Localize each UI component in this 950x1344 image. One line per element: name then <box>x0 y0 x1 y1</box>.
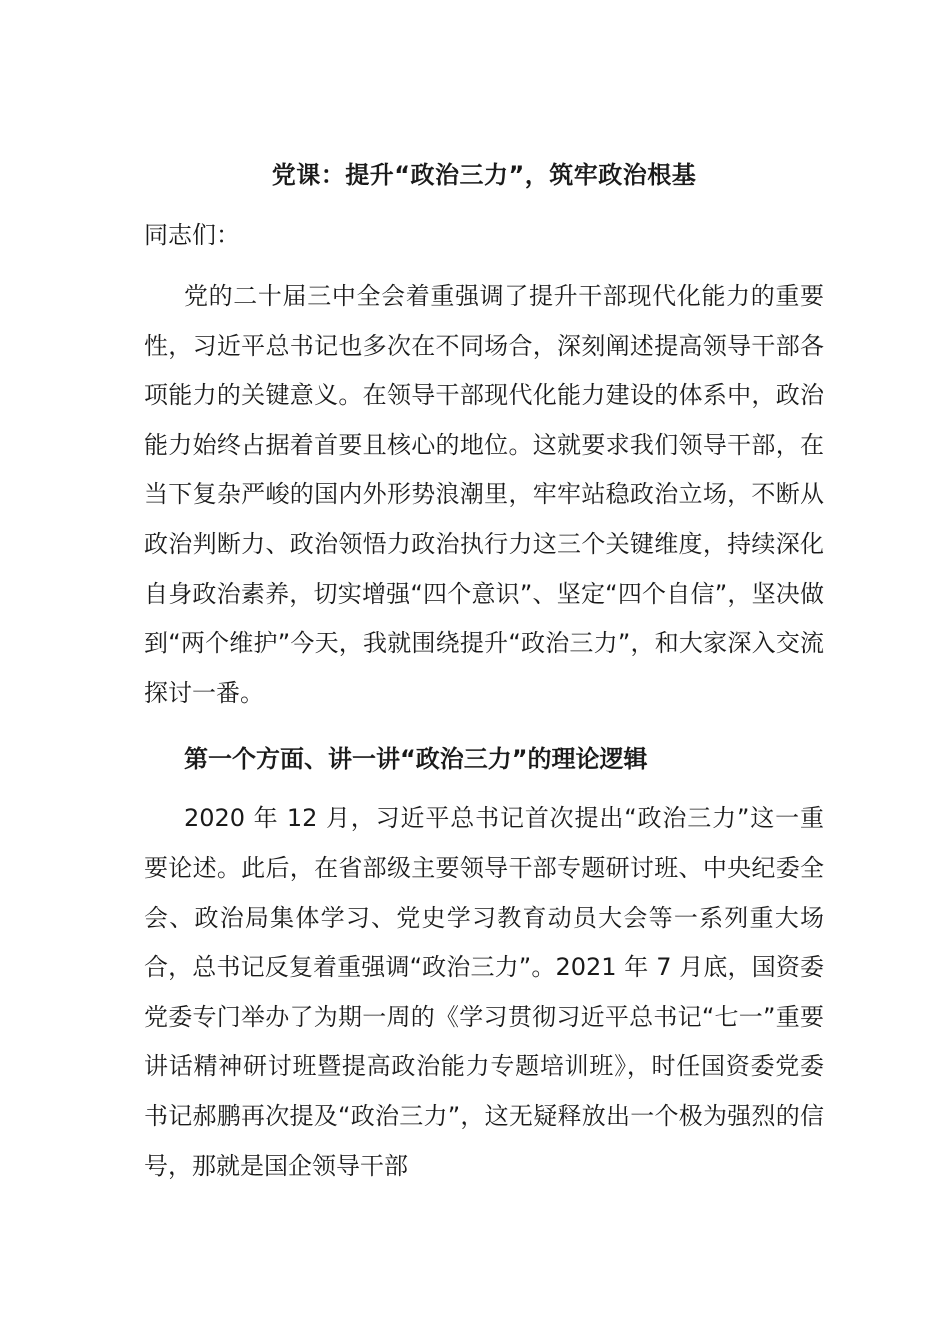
document-title: 党课：提升“政治三力”，筑牢政治根基 <box>271 161 697 189</box>
paragraph-theory: 2020 年 12 月，习近平总书记首次提出“政治三力”这一重要论述。此后，在省部级主要领导干部专题研讨班、中央纪委全会、政治局集体学习、党史学习教育动员大会等一系列重大场合，总书记反复着重强调“政治三力”。2021 年 7 月底，国资委党委专门举办了为期一周的《学习贯彻习近平总书记“七一”重要讲话精神研讨班暨提高政治能力专题培训班》，时任国资委党委书记郝鹏再次提及“政治三力”，这无疑释放出一个极为强烈的信号，那就是国企领导干部 <box>144 804 824 1180</box>
salutation: 同志们： <box>144 221 240 249</box>
spacer <box>144 718 824 728</box>
section-heading: 第一个方面、讲一讲“政治三力”的理论逻辑 <box>184 745 648 774</box>
paragraph-intro: 党的二十届三中全会着重强调了提升干部现代化能力的重要性，习近平总书记也多次在不同场合，深刻阐述提高领导干部各项能力的关键意义。在领导干部现代化能力建设的体系中，政治能力始终占据着首要且核心的地位。这就要求我们领导干部，在当下复杂严峻的国内外形势浪潮里，牢牢站稳政治立场，不断从政治判断力、政治领悟力政治执行力这三个关键维度，持续深化自身政治素养，切实增强“四个意识”、坚定“四个自信”，坚决做到“两个维护”今天，我就围绕提升“政治三力”，和大家深入交流探讨一番。 <box>144 282 824 707</box>
document-body <box>144 152 824 1191</box>
